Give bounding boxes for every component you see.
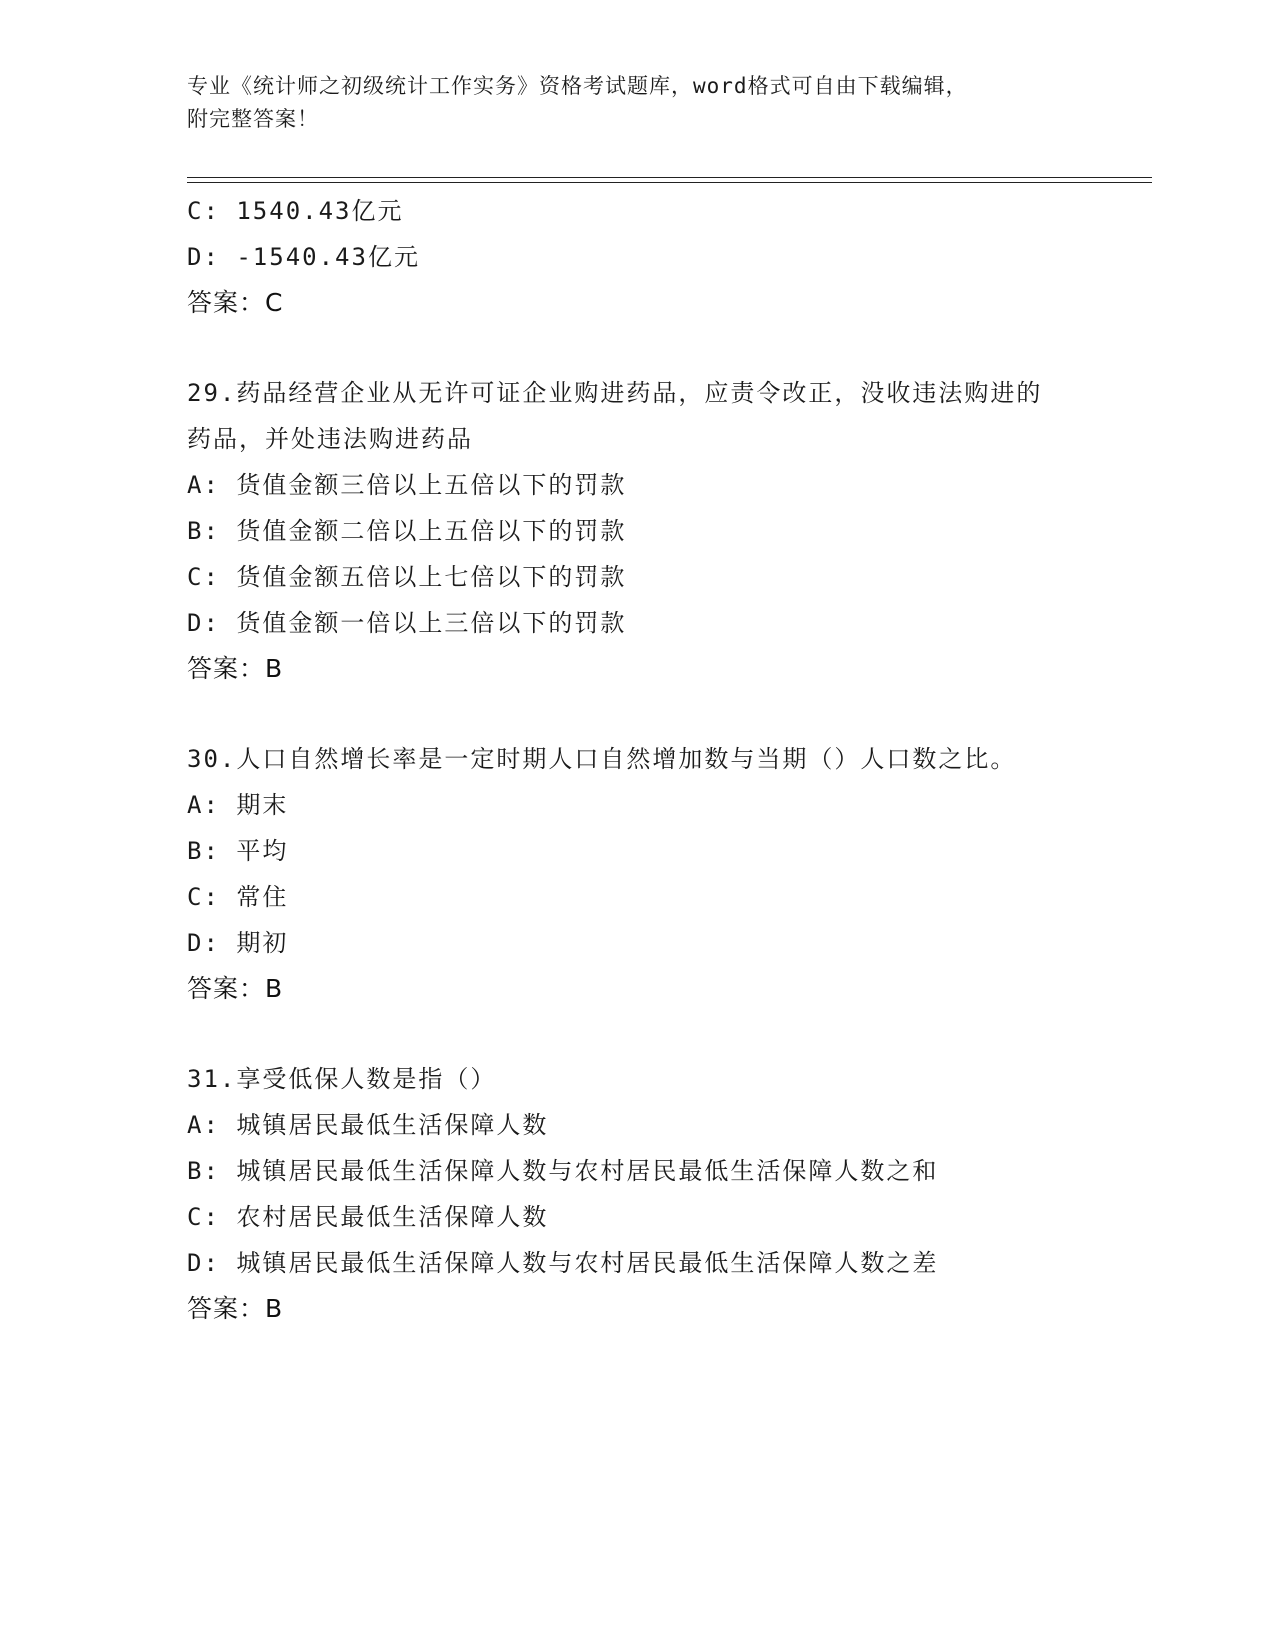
- option-c: C: 常住: [187, 883, 289, 911]
- option-c: C: 1540.43亿元: [187, 197, 404, 225]
- spacer: [187, 692, 1087, 736]
- answer-line: 答案：B: [187, 974, 284, 1003]
- option-b: B: 货值金额二倍以上五倍以下的罚款: [187, 517, 627, 545]
- question-stem: 31.享受低保人数是指（）: [187, 1065, 497, 1093]
- option-d: D: 期初: [187, 929, 289, 957]
- option-a: A: 货值金额三倍以上五倍以下的罚款: [187, 471, 627, 499]
- option-b: B: 平均: [187, 837, 289, 865]
- option-b: B: 城镇居民最低生活保障人数与农村居民最低生活保障人数之和: [187, 1157, 939, 1185]
- question-stem: 29.药品经营企业从无许可证企业购进药品，应责令改正，没收违法购进的药品，并处违法购进药品: [187, 379, 1043, 453]
- option-c: C: 货值金额五倍以上七倍以下的罚款: [187, 563, 627, 591]
- answer-line: 答案：B: [187, 1294, 284, 1323]
- previous-question-tail: [187, 188, 1087, 326]
- option-d: D: 城镇居民最低生活保障人数与农村居民最低生活保障人数之差: [187, 1249, 939, 1277]
- question-29: [187, 370, 1087, 692]
- header-line-2: 附完整答案！: [187, 107, 319, 131]
- question-30: [187, 736, 1087, 1012]
- question-stem: 30.人口自然增长率是一定时期人口自然增加数与当期（）人口数之比。: [187, 745, 1017, 773]
- header-divider-top: [187, 177, 1152, 178]
- header-line-1: 专业《统计师之初级统计工作实务》资格考试题库，word格式可自由下载编辑，: [187, 74, 968, 98]
- option-d: D: 货值金额一倍以上三倍以下的罚款: [187, 609, 627, 637]
- spacer: [187, 326, 1087, 370]
- question-31: [187, 1056, 1087, 1332]
- question-content: [187, 188, 1087, 1332]
- option-c: C: 农村居民最低生活保障人数: [187, 1203, 549, 1231]
- option-d: D: -1540.43亿元: [187, 243, 420, 271]
- answer-line: 答案：C: [187, 288, 284, 317]
- document-header: [187, 70, 1067, 136]
- option-a: A: 期末: [187, 791, 289, 819]
- header-divider-bottom: [187, 182, 1152, 183]
- spacer: [187, 1012, 1087, 1056]
- option-a: A: 城镇居民最低生活保障人数: [187, 1111, 549, 1139]
- answer-line: 答案：B: [187, 654, 284, 683]
